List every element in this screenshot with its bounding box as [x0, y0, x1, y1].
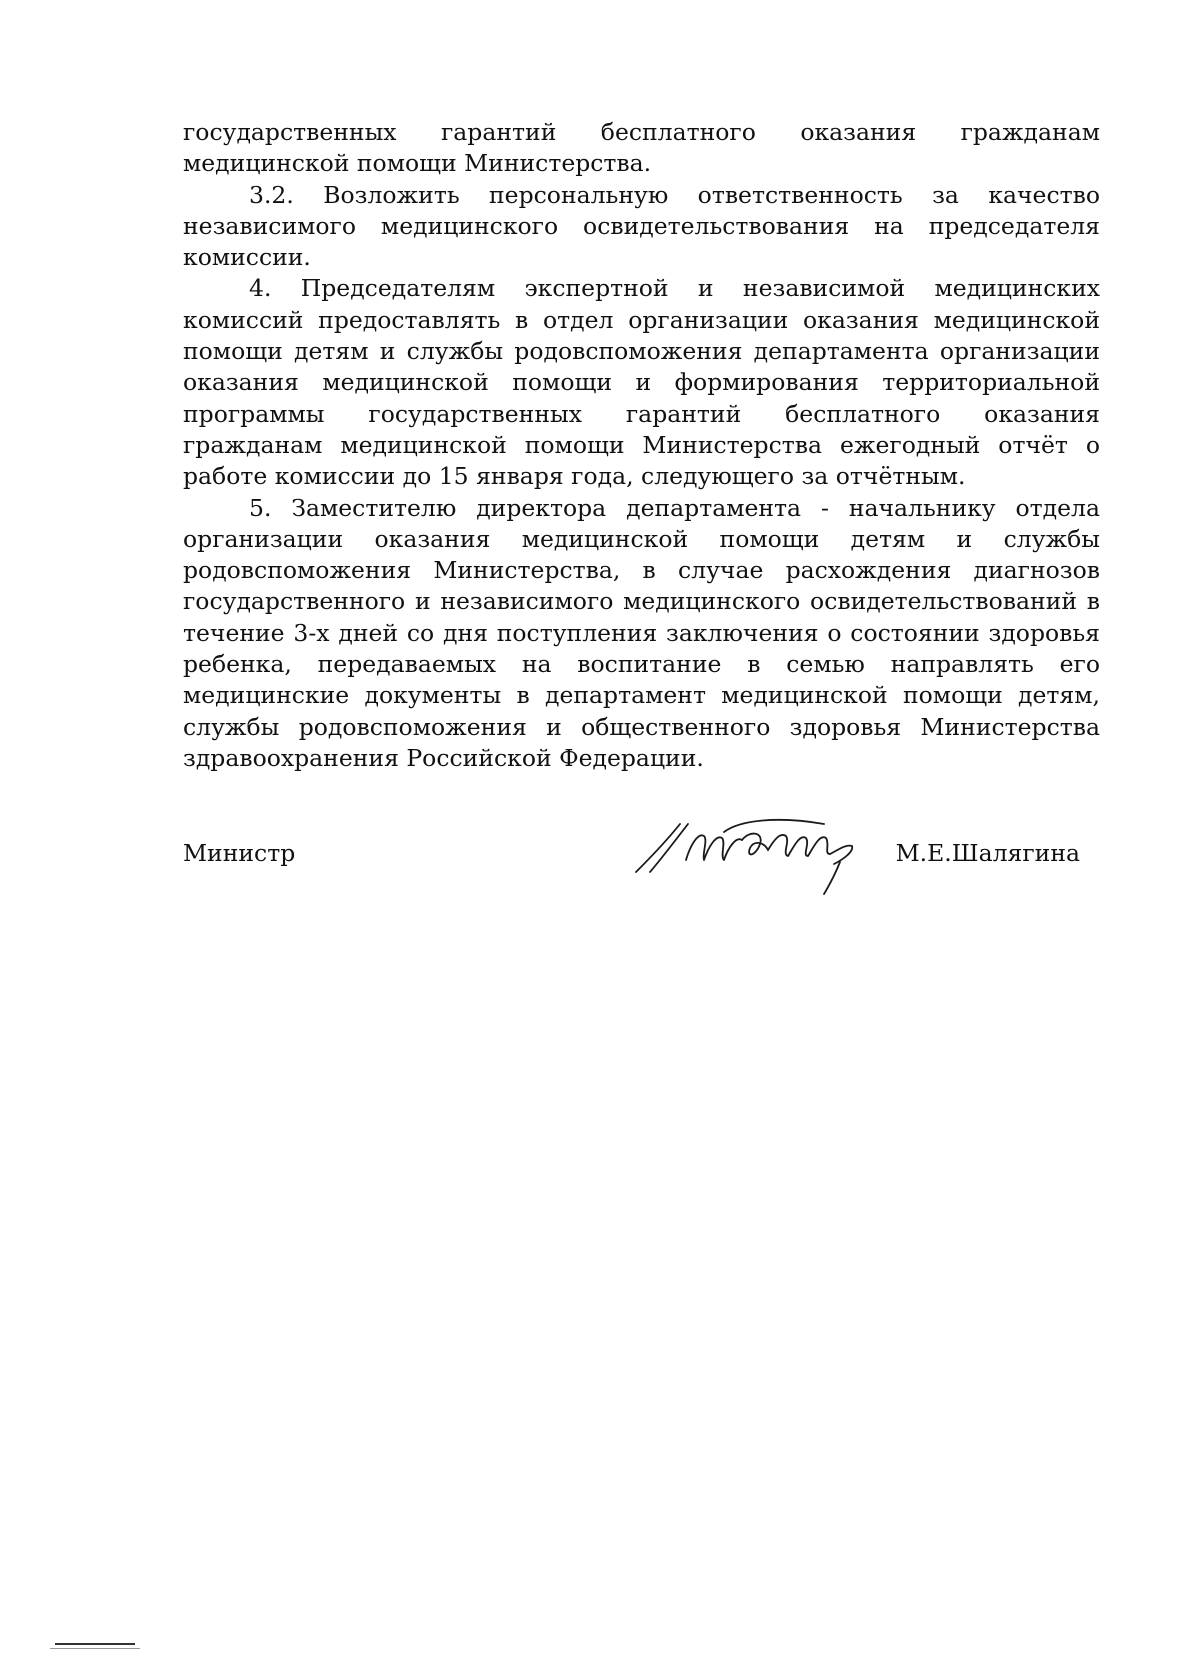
signatory-name: М.Е.Шалягина: [895, 839, 1080, 867]
signature-block: [183, 818, 1100, 898]
footer-divider-secondary: [50, 1648, 140, 1649]
document-body: [183, 117, 1100, 774]
signatory-title: Министр: [183, 839, 296, 867]
handwritten-signature-image: [628, 810, 878, 900]
paragraph-3-2: 3.2. Возложить персональную ответственность за качество независимого медицинского освидетельствования на председателя комиссии.: [183, 180, 1100, 272]
footer-divider: [55, 1643, 135, 1645]
paragraph-5: 5. Заместителю директора департамента - начальнику отдела организации оказания медицинской помощи детям и службы родовспоможения Министерства, в случае расхождения диагнозов государственного и независимого медицинского освидетельствований в течение 3-х дней со дня поступления заключения о состоянии здоровья ребенка, передаваемых на воспитание в семью направлять его медицинские документы в департамент медицинской помощи детям, службы родовспоможения и общественного здоровья Министерства здравоохранения Российской Федерации.: [183, 493, 1100, 772]
paragraph-continuation: государственных гарантий бесплатного оказания гражданам медицинской помощи Министерства.: [183, 118, 1100, 178]
paragraph-4: 4. Председателям экспертной и независимой медицинских комиссий предоставлять в отдел организации оказания медицинской помощи детям и службы родовспоможения департамента организации оказания медицинской помощи и формирования территориальной программы государственных гарантий бесплатного оказания гражданам медицинской помощи Министерства ежегодный отчёт о работе комиссии до 15 января года, следующего за отчётным.: [183, 274, 1100, 491]
